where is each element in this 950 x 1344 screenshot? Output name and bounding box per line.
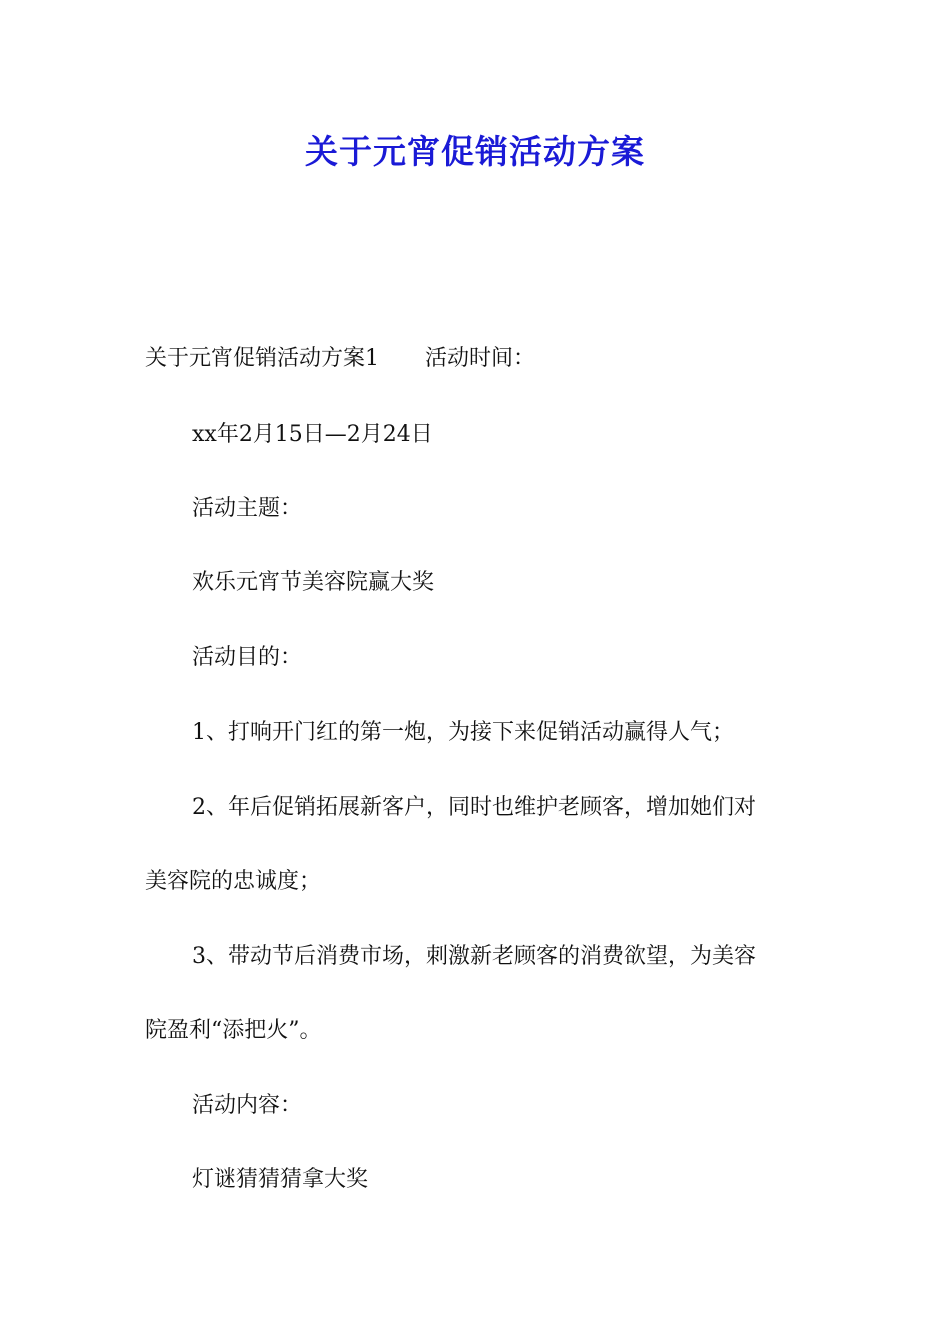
purpose-item-3-line-1: 3、带动节后消费市场，刺激新老顾客的消费欲望，为美容 — [192, 944, 756, 969]
activity-time-label: 活动时间： — [425, 346, 536, 371]
theme-text: 欢乐元宵节美容院赢大奖 — [192, 570, 435, 595]
purpose-item-3-line-2: 院盈利“添把火”。 — [145, 1018, 322, 1043]
content-item-1: 灯谜猜猜猜拿大奖 — [192, 1167, 369, 1192]
purpose-label: 活动目的： — [192, 645, 303, 670]
section-heading: 关于元宵促销活动方案1 — [145, 346, 379, 371]
purpose-item-2-line-2: 美容院的忠诚度； — [145, 869, 322, 894]
date-range: xx年2月15日—2月24日 — [192, 422, 433, 447]
document-title: 关于元宵促销活动方案 — [305, 132, 645, 171]
purpose-item-1: 1、打响开门红的第一炮，为接下来促销活动赢得人气； — [192, 720, 734, 745]
section-heading-line — [145, 342, 815, 376]
purpose-item-2-line-1: 2、年后促销拓展新客户，同时也维护老顾客，增加她们对 — [192, 795, 756, 820]
theme-label: 活动主题： — [192, 496, 303, 521]
content-label: 活动内容： — [192, 1093, 303, 1118]
